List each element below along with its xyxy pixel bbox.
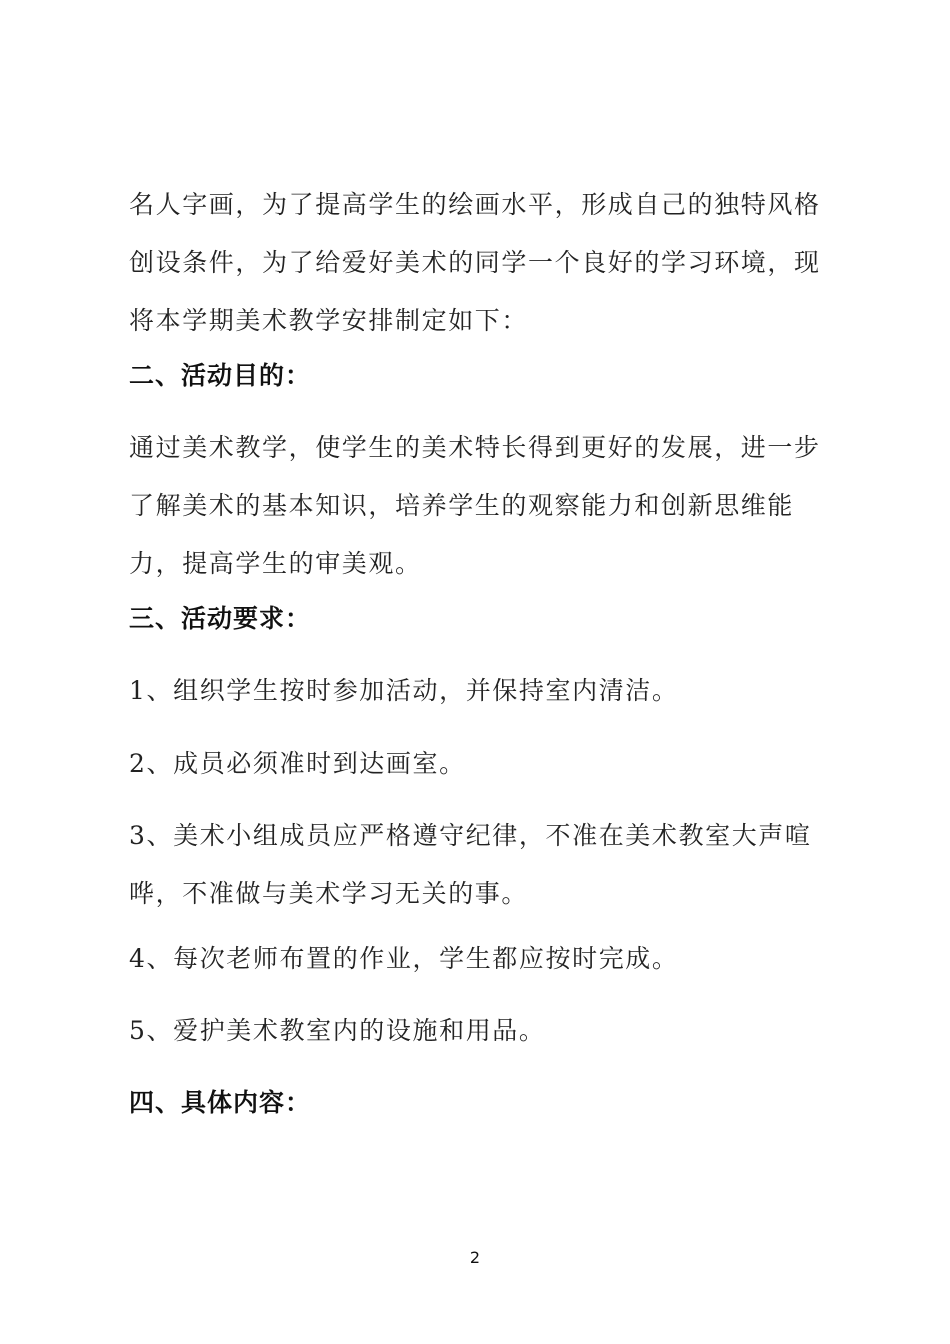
intro-paragraph: 名人字画，为了提高学生的绘画水平，形成自己的独特风格创设条件，为了给爱好美术的同学一个良好的学习环境，现将本学期美术教学安排制定如下： [129,190,821,335]
section4-heading: 四、具体内容： [129,1088,312,1117]
list-item: 5、爱护美术教室内的设施和用品。 [129,1016,546,1045]
list-item: 2、成员必须准时到达画室。 [129,749,466,778]
section3-heading: 三、活动要求： [129,604,312,633]
section2-heading: 二、活动目的： [129,361,312,390]
list-item: 1、组织学生按时参加活动，并保持室内清洁。 [129,676,679,705]
page-number: 2 [469,1248,481,1267]
section2-body: 通过美术教学，使学生的美术特长得到更好的发展，进一步了解美术的基本知识，培养学生的观察能力和创新思维能力，提高学生的审美观。 [129,433,821,578]
list-item: 4、每次老师布置的作业，学生都应按时完成。 [129,944,679,973]
list-item: 3、美术小组成员应严格遵守纪律，不准在美术教室大声喧哗，不准做与美术学习无关的事。 [129,821,812,908]
